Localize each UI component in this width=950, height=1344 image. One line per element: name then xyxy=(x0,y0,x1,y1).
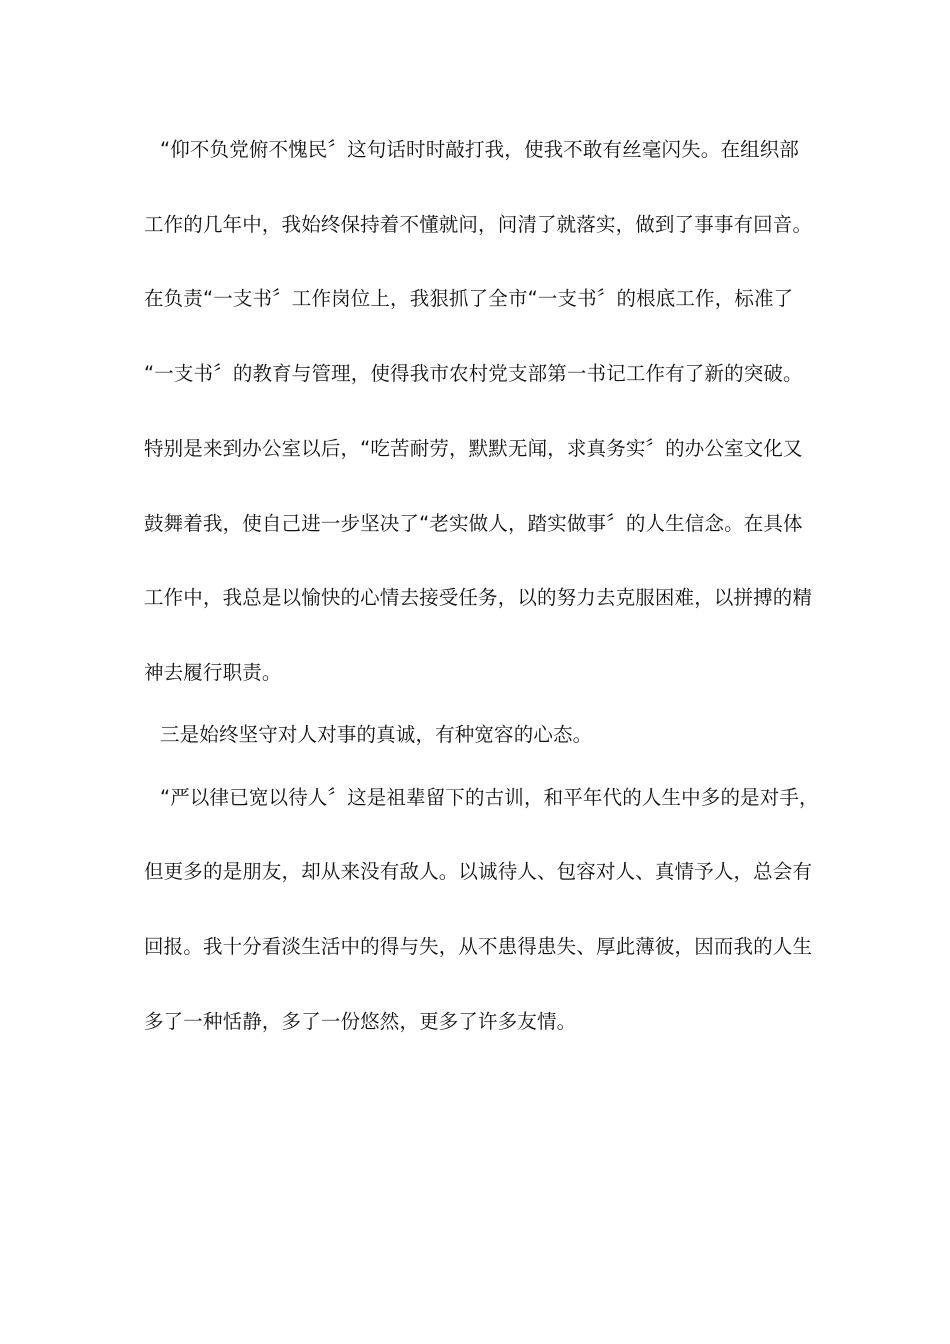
paragraph-1-line-8: 神去履行职责。 xyxy=(144,661,282,684)
paragraph-2-line-2: 但更多的是朋友，却从来没有敌人。以诚待人、包容对人、真情予人，总会有 xyxy=(144,860,813,883)
paragraph-1-line-2: 工作的几年中，我始终保持着不懂就问，问清了就落实，做到了事事有回音。 xyxy=(144,213,813,236)
paragraph-1-line-4: “一支书〞的教育与管理，使得我市农村党支部第一书记工作有了新的突破。 xyxy=(144,362,803,385)
paragraph-2-line-3: 回报。我十分看淡生活中的得与失，从不患得患失、厚此薄彼，因而我的人生 xyxy=(144,935,813,958)
paragraph-2-line-1: “严以律已宽以待人〞这是祖辈留下的古训，和平年代的人生中多的是对手， xyxy=(160,786,819,809)
paragraph-1-line-5: 特别是来到办公室以后，“吃苦耐劳，默默无闻，求真务实〞的办公室文化又 xyxy=(144,437,803,460)
paragraph-1-line-7: 工作中，我总是以愉快的心情去接受任务，以的努力去克服困难，以拼搏的精 xyxy=(144,586,813,609)
paragraph-1-line-6: 鼓舞着我，使自己进一步坚决了“老实做人，踏实做事〞的人生信念。在具体 xyxy=(144,512,803,535)
paragraph-1-line-1: “仰不负党俯不愧民〞这句话时时敲打我，使我不敢有丝毫闪失。在组织部 xyxy=(160,138,800,161)
paragraph-2-line-4: 多了一种恬静，多了一份悠然，更多了许多友情。 xyxy=(144,1010,577,1033)
section-heading-3: 三是始终坚守对人对事的真诚，有种宽容的心态。 xyxy=(160,723,593,746)
paragraph-1-line-3: 在负责“一支书〞工作岗位上，我狠抓了全市“一支书〞的根底工作，标准了 xyxy=(144,287,794,310)
